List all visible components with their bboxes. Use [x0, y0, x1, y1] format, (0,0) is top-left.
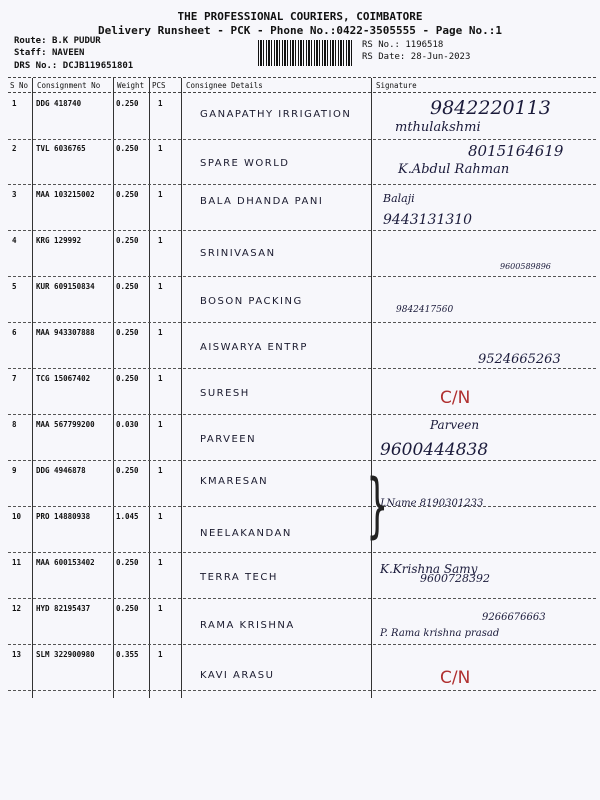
col-pcs: PCS: [152, 81, 166, 90]
row-separator: [8, 644, 596, 645]
row-pcs: 1: [158, 99, 163, 108]
row-consignee: SPARE WORLD: [200, 158, 290, 169]
row-signature: Balaji: [383, 192, 415, 205]
row-consignment-no: MAA 600153402: [36, 558, 95, 567]
row-sno: 1: [12, 99, 17, 108]
row-weight: 0.355: [116, 650, 139, 659]
row-pcs: 1: [158, 466, 163, 475]
row-signature: 9266676663: [482, 612, 546, 623]
row-sno: 13: [12, 650, 22, 659]
row-consignment-no: PRO 14880938: [36, 512, 91, 521]
row-consignee: BOSON PACKING: [200, 296, 303, 307]
staff-value: NAVEEN: [51, 48, 85, 58]
row-separator: [8, 690, 596, 691]
header-top-rule: [8, 77, 596, 78]
col-divider: [149, 78, 150, 698]
row-sno: 12: [12, 604, 22, 613]
row-sno: 8: [12, 420, 17, 429]
route-line: [14, 36, 101, 46]
col-divider: [371, 78, 372, 698]
row-separator: [8, 368, 596, 369]
row-consignment-no: HYD 82195437: [36, 604, 91, 613]
row-consignment-no: DDG 4946878: [36, 466, 86, 475]
row-separator: [8, 276, 596, 277]
row-separator: [8, 184, 596, 185]
row-signature-note: K.Abdul Rahman: [398, 162, 510, 177]
drs-value: DCJB119651801: [62, 61, 134, 71]
row-signature: 9842417560: [396, 305, 454, 315]
row-separator: [8, 598, 596, 599]
row-sno: 4: [12, 236, 17, 245]
row-weight: 0.250: [116, 282, 139, 291]
row-weight: 0.250: [116, 466, 139, 475]
row-weight: 1.045: [116, 512, 139, 521]
barcode: [258, 40, 354, 66]
row-consignee: SURESH: [200, 388, 250, 399]
header-bottom-rule: [8, 92, 596, 93]
row-signature: Parveen: [430, 418, 480, 432]
row-consignment-no: KRG 129992: [36, 236, 82, 245]
row-sno: 10: [12, 512, 22, 521]
col-divider: [32, 78, 33, 698]
row-weight: 0.250: [116, 374, 139, 383]
row-weight: 0.250: [116, 190, 139, 199]
row-consignee: TERRA TECH: [200, 572, 278, 583]
row-consignment-no: MAA 103215002: [36, 190, 95, 199]
row-sno: 5: [12, 282, 17, 291]
runsheet-subtitle: Delivery Runsheet - PCK - Phone No.:0422-3505555 - Page No.:1: [98, 24, 502, 37]
row-separator: [8, 139, 596, 140]
row-separator: [8, 506, 596, 507]
row-sno: 9: [12, 466, 17, 475]
row-consignment-no: TVL 6036765: [36, 144, 86, 153]
row-signature-note: mthulakshmi: [395, 120, 481, 135]
row-separator: [8, 322, 596, 323]
row-consignee: SRINIVASAN: [200, 248, 276, 259]
drs-line: [14, 61, 133, 71]
col-consignment: Consignment No: [37, 81, 101, 90]
staff-label: Staff:: [14, 48, 47, 58]
row-pcs: 1: [158, 282, 163, 291]
row-consignee: AISWARYA ENTRP: [200, 342, 308, 353]
row-sno: 3: [12, 190, 17, 199]
row-signature-note: P. Rama krishna prasad: [380, 628, 500, 639]
route-value: B.K PUDUR: [51, 36, 101, 46]
row-sno: 11: [12, 558, 22, 567]
col-divider: [181, 78, 182, 698]
staff-line: [14, 48, 84, 58]
col-weight: Weight: [117, 81, 145, 90]
row-pcs: 1: [158, 328, 163, 337]
row-signature: J.Name 8190301233: [380, 498, 484, 509]
row-sno: 2: [12, 144, 17, 153]
rs-no-line: [362, 40, 443, 50]
row-pcs: 1: [158, 374, 163, 383]
row-signature: 9842220113: [430, 97, 551, 119]
row-pcs: 1: [158, 190, 163, 199]
row-weight: 0.250: [116, 99, 139, 108]
row-consignment-no: MAA 567799200: [36, 420, 95, 429]
row-weight: 0.250: [116, 328, 139, 337]
row-signature: C/N: [440, 668, 471, 688]
row-consignee: BALA DHANDA PANI: [200, 196, 324, 207]
row-signature: K.Krishna Samy: [380, 562, 478, 576]
row-separator: [8, 414, 596, 415]
row-pcs: 1: [158, 604, 163, 613]
row-separator: [8, 230, 596, 231]
route-label: Route:: [14, 36, 47, 46]
row-consignment-no: KUR 609150834: [36, 282, 95, 291]
row-consignment-no: TCG 15067402: [36, 374, 91, 383]
row-weight: 0.250: [116, 604, 139, 613]
row-weight: 0.250: [116, 236, 139, 245]
row-pcs: 1: [158, 558, 163, 567]
row-consignee: PARVEEN: [200, 434, 257, 445]
drs-label: DRS No.:: [14, 61, 58, 71]
row-signature-note: 9443131310: [383, 212, 473, 228]
row-signature: 8015164619: [468, 142, 564, 160]
row-separator: [8, 460, 596, 461]
col-sno: S No: [10, 81, 29, 90]
row-consignment-no: MAA 943307888: [36, 328, 95, 337]
row-signature-note: 9600728392: [420, 572, 490, 585]
row-weight: 0.250: [116, 144, 139, 153]
rs-date-line: [362, 52, 470, 62]
row-pcs: 1: [158, 512, 163, 521]
rs-date-value: 28-Jun-2023: [410, 52, 471, 62]
rs-no-value: 1196518: [405, 40, 444, 50]
row-sno: 6: [12, 328, 17, 337]
rs-date-label: RS Date:: [362, 52, 406, 62]
col-consignee: Consignee Details: [186, 81, 263, 90]
row-signature: 9600589896: [500, 262, 551, 271]
row-pcs: 1: [158, 236, 163, 245]
row-separator: [8, 552, 596, 553]
row-sno: 7: [12, 374, 17, 383]
row-consignment-no: DDG 418740: [36, 99, 82, 108]
row-consignee: GANAPATHY IRRIGATION: [200, 109, 352, 120]
row-consignee: RAMA KRISHNA: [200, 620, 295, 631]
row-pcs: 1: [158, 420, 163, 429]
row-pcs: 1: [158, 650, 163, 659]
row-consignee: KAVI ARASU: [200, 670, 275, 681]
row-consignee: KMARESAN: [200, 476, 269, 487]
row-signature-note: 9600444838: [380, 440, 489, 460]
row-consignee: NEELAKANDAN: [200, 528, 292, 539]
row-weight: 0.030: [116, 420, 139, 429]
row-weight: 0.250: [116, 558, 139, 567]
company-title: THE PROFESSIONAL COURIERS, COIMBATORE: [177, 10, 423, 23]
row-pcs: 1: [158, 144, 163, 153]
col-signature: Signature: [376, 81, 417, 90]
rs-no-label: RS No.:: [362, 40, 400, 50]
row-signature: C/N: [440, 388, 471, 408]
grouping-brace: }: [366, 464, 389, 546]
row-signature: 9524665263: [478, 352, 561, 367]
col-divider: [113, 78, 114, 698]
row-consignment-no: SLM 322900980: [36, 650, 95, 659]
